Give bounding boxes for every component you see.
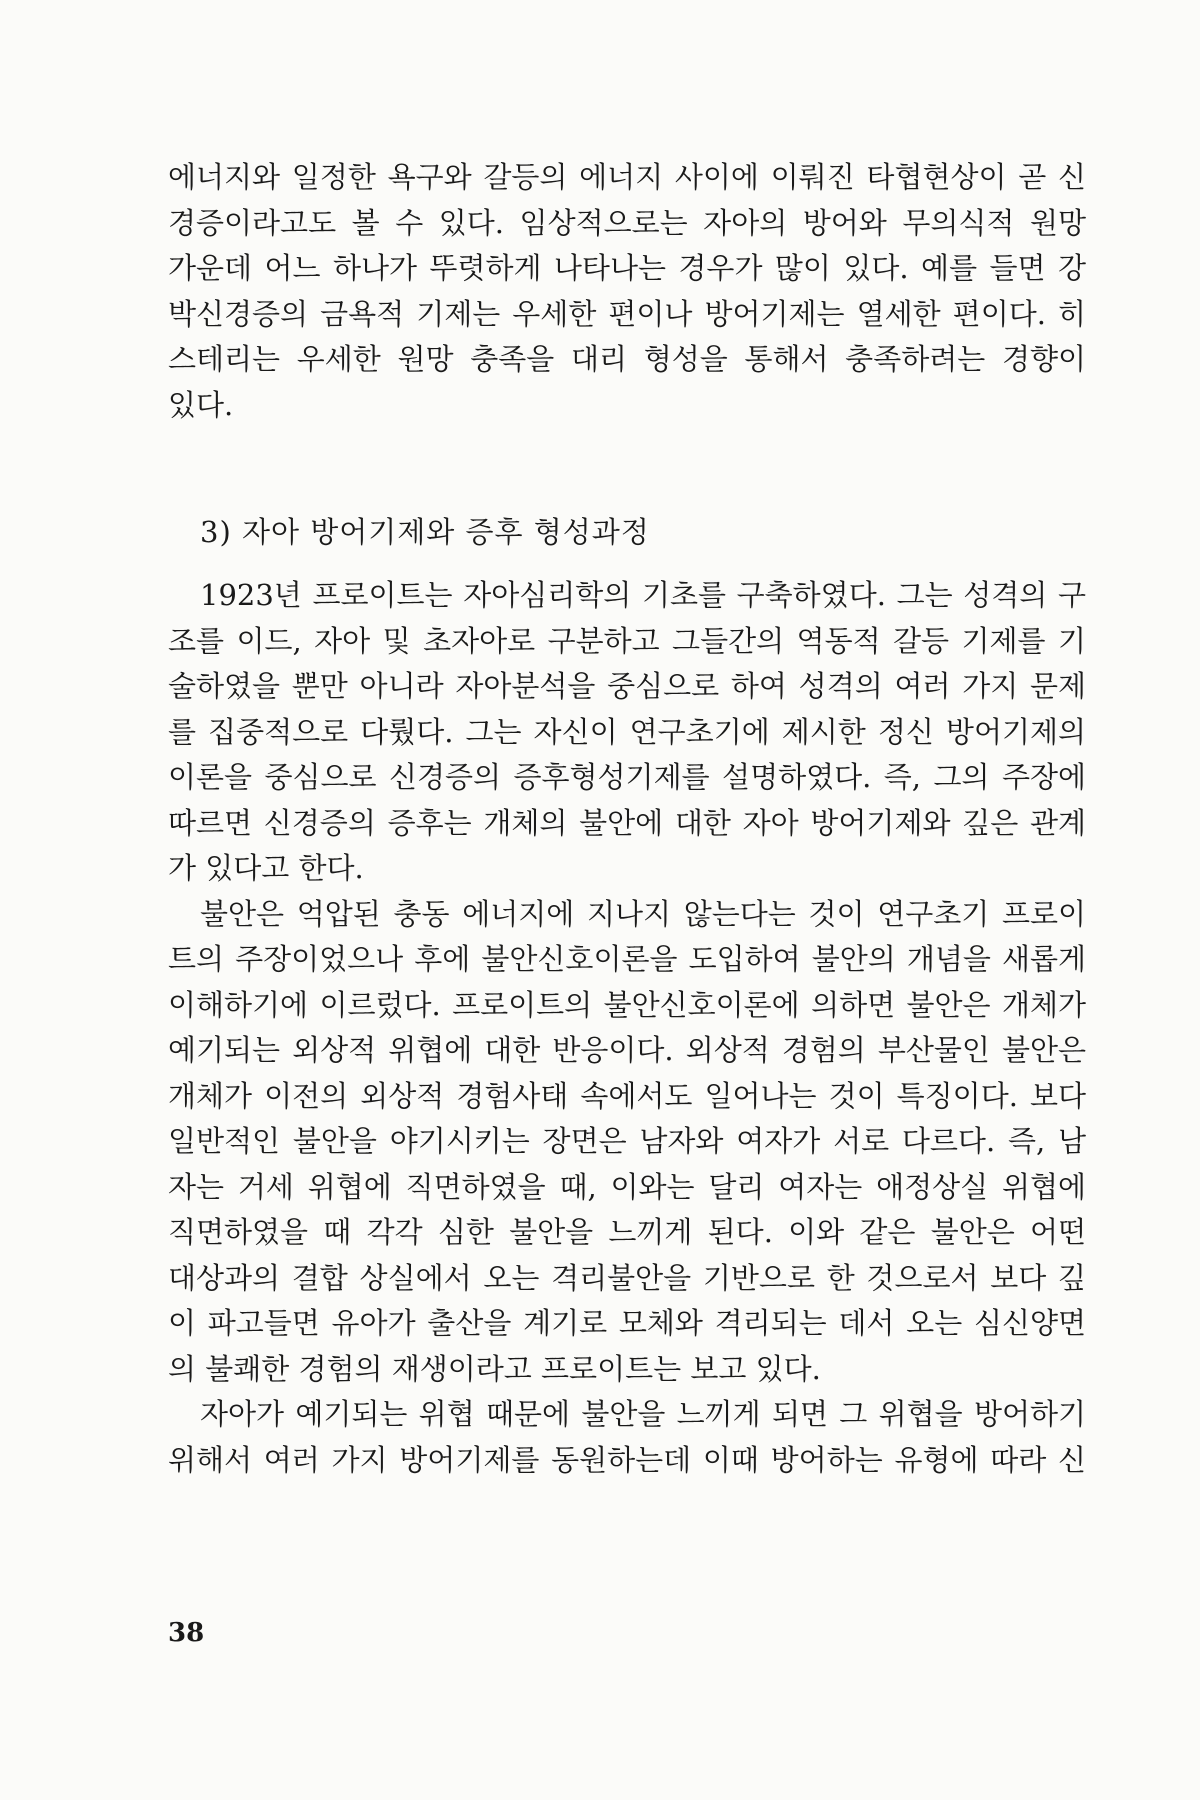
text-line: 직면하였을 때 각각 심한 불안을 느끼게 된다. 이와 같은 불안은 어떤 [168, 1215, 1086, 1249]
text-line: 이론을 중심으로 신경증의 증후형성기제를 설명하였다. 즉, 그의 주장에 [168, 760, 1086, 794]
text-line: 있다. [168, 387, 234, 422]
section-heading: 3) 자아 방어기제와 증후 형성과정 [200, 515, 650, 549]
text-line: 자는 거세 위협에 직면하였을 때, 이와는 달리 여자는 애정상실 위협에 [168, 1169, 1086, 1204]
text-line: 의 불쾌한 경험의 재생이라고 프로이트는 보고 있다. [168, 1351, 821, 1386]
text-line: 조를 이드, 자아 및 초자아로 구분하고 그들간의 역동적 갈등 기제를 기 [168, 623, 1086, 658]
text-line: 따르면 신경증의 증후는 개체의 불안에 대한 자아 방어기제와 깊은 관계 [168, 805, 1086, 840]
text-line: 1923년 프로이트는 자아심리학의 기초를 구축하였다. 그는 성격의 구 [200, 578, 1086, 612]
text-line: 술하였을 뿐만 아니라 자아분석을 중심으로 하여 성격의 여러 가지 문제 [168, 669, 1086, 703]
text-line: 에너지와 일정한 욕구와 갈등의 에너지 사이에 이뤄진 타협현상이 곧 신 [168, 160, 1086, 194]
body-text [168, 573, 1086, 1483]
text-line: 트의 주장이었으나 후에 불안신호이론을 도입하여 불안의 개념을 새롭게 [168, 942, 1086, 976]
text-line: 위해서 여러 가지 방어기제를 동원하는데 이때 방어하는 유형에 따라 신 [168, 1442, 1086, 1477]
text-line: 일반적인 불안을 야기시키는 장면은 남자와 여자가 서로 다르다. 즉, 남 [168, 1124, 1086, 1158]
text-line: 개체가 이전의 외상적 경험사태 속에서도 일어나는 것이 특징이다. 보다 [168, 1078, 1086, 1113]
page-number: 38 [168, 1618, 205, 1648]
text-line: 스테리는 우세한 원망 충족을 대리 형성을 통해서 충족하려는 경향이 [168, 342, 1086, 376]
text-line: 대상과의 결합 상실에서 오는 격리불안을 기반으로 한 것으로서 보다 깊 [168, 1260, 1086, 1295]
text-line: 가 있다고 한다. [168, 851, 364, 885]
text-line: 박신경증의 금욕적 기제는 우세한 편이나 방어기제는 열세한 편이다. 히 [168, 296, 1086, 331]
text-line: 를 집중적으로 다뤘다. 그는 자신이 연구초기에 제시한 정신 방어기제의 [168, 714, 1086, 749]
text-line: 가운데 어느 하나가 뚜렷하게 나타나는 경우가 많이 있다. 예를 들면 강 [168, 251, 1086, 285]
text-line: 이해하기에 이르렀다. 프로이트의 불안신호이론에 의하면 불안은 개체가 [168, 987, 1086, 1022]
paragraph [168, 155, 1086, 428]
text-line: 예기되는 외상적 위협에 대한 반응이다. 외상적 경험의 부산물인 불안은 [168, 1033, 1086, 1067]
paragraph [168, 1392, 1086, 1483]
text-line: 경증이라고도 볼 수 있다. 임상적으로는 자아의 방어와 무의식적 원망 [168, 205, 1086, 240]
paragraph-continuation [168, 155, 1086, 428]
text-line: 자아가 예기되는 위협 때문에 불안을 느끼게 되면 그 위협을 방어하기 [200, 1397, 1086, 1431]
paragraph [168, 892, 1086, 1393]
text-line: 불안은 억압된 충동 에너지에 지나지 않는다는 것이 연구초기 프로이 [200, 896, 1086, 931]
text-line: 이 파고들면 유아가 출산을 계기로 모체와 격리되는 데서 오는 심신양면 [168, 1306, 1086, 1340]
paragraph [168, 573, 1086, 892]
